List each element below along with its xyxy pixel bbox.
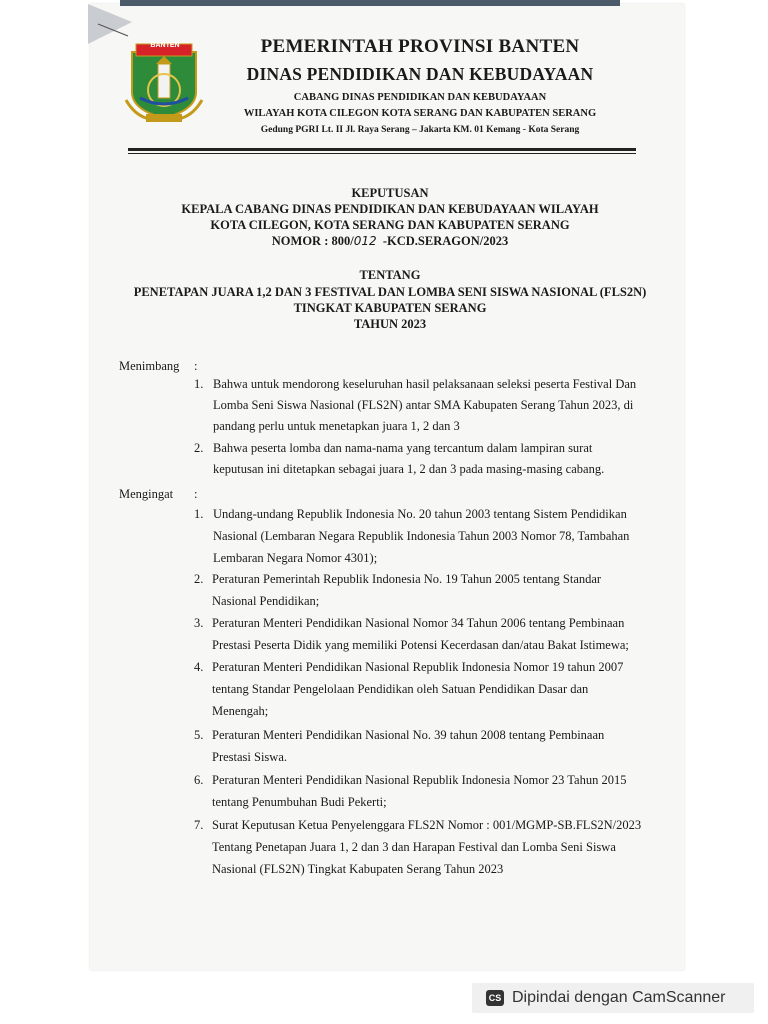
mengingat-5-line-1: Peraturan Menteri Pendidikan Nasional No. 39 tahun 2008 tentang Pembinaan <box>212 728 605 742</box>
menimbang-1-line-2: Lomba Seni Siswa Nasional (FLS2N) antar SMA Kabupaten Serang Tahun 2023, di <box>213 398 634 412</box>
menimbang-1-line-1: Bahwa untuk mendorong keseluruhan hasil pelaksanaan seleksi peserta Festival Dan <box>213 377 637 391</box>
mengingat-6-line-1: Peraturan Menteri Pendidikan Nasional Republik Indonesia Nomor 23 Tahun 2015 <box>212 773 627 787</box>
decree-line2: KOTA CILEGON, KOTA SERANG DAN KABUPATEN SERANG <box>210 218 570 232</box>
letterhead-line1: PEMERINTAH PROVINSI BANTEN <box>260 36 580 57</box>
mengingat-7-line-3: Nasional (FLS2N) Tingkat Kabupaten Serang Tahun 2023 <box>212 862 504 876</box>
letterhead-rule-thin <box>128 153 636 154</box>
mengingat-num-3: 3. <box>194 616 204 630</box>
folded-corner <box>88 4 132 44</box>
mengingat-5-line-2: Prestasi Siswa. <box>212 750 287 764</box>
mengingat-num-5: 5. <box>194 728 204 742</box>
mengingat-3-line-1: Peraturan Menteri Pendidikan Nasional Nomor 34 Tahun 2006 tentang Pembinaan <box>212 616 625 630</box>
subject-line1: PENETAPAN JUARA 1,2 DAN 3 FESTIVAL DAN LOMBA SENI SISWA NASIONAL (FLS2N) <box>133 285 647 299</box>
mengingat-2-line-1: Peraturan Pemerintah Republik Indonesia No. 19 Tahun 2005 tentang Standar <box>212 572 602 586</box>
mengingat-4-line-2: tentang Standar Pengelolaan Pendidikan oleh Satuan Pendidikan Dasar dan <box>212 682 589 696</box>
scan-edge-strip <box>120 0 620 6</box>
banten-logo <box>124 40 204 124</box>
mengingat-4-line-1: Peraturan Menteri Pendidikan Nasional Republik Indonesia Nomor 19 tahun 2007 <box>212 660 624 674</box>
mengingat-num-7: 7. <box>194 818 204 832</box>
decree-title: KEPUTUSAN <box>351 186 429 200</box>
mengingat-1-line-2: Nasional (Lembaran Negara Republik Indonesia Tahun 2003 Nomor 78, Tambahan <box>213 529 630 543</box>
subject-title: TENTANG <box>359 268 421 282</box>
letterhead-address: Gedung PGRI Lt. II Jl. Raya Serang – Jakarta KM. 01 Kemang - Kota Serang <box>260 125 580 135</box>
menimbang-num-2: 2. <box>194 441 204 455</box>
camscanner-icon: CS <box>486 990 504 1006</box>
mengingat-6-line-2: tentang Penumbuhan Budi Pekerti; <box>212 795 387 809</box>
menimbang-num-1: 1. <box>194 377 204 391</box>
nomor-suffix: -KCD.SERAGON/2023 <box>382 234 509 248</box>
mengingat-num-6: 6. <box>194 773 204 787</box>
decree-line1: KEPALA CABANG DINAS PENDIDIKAN DAN KEBUDAYAAN WILAYAH <box>181 202 599 216</box>
mengingat-num-2: 2. <box>194 572 204 586</box>
mengingat-3-line-2: Prestasi Peserta Didik yang memiliki Potensi Kecerdasan dan/atau Bakat Istimewa; <box>212 638 629 652</box>
nomor-prefix: NOMOR : 800/ <box>271 234 354 248</box>
letterhead-line4: WILAYAH KOTA CILEGON KOTA SERANG DAN KABUPATEN SERANG <box>243 108 597 119</box>
mengingat-7-line-2: Tentang Penetapan Juara 1, 2 dan 3 dan Harapan Festival dan Lomba Seni Siswa <box>212 840 616 854</box>
subject-line2: TINGKAT KABUPATEN SERANG <box>293 301 487 315</box>
camscanner-badge <box>472 983 754 1013</box>
mengingat-1-line-1: Undang-undang Republik Indonesia No. 20 tahun 2003 tentang Sistem Pendidikan <box>213 507 627 521</box>
mengingat-num-1: 1. <box>194 507 204 521</box>
letterhead-line3: CABANG DINAS PENDIDIKAN DAN KEBUDAYAAN <box>293 92 547 103</box>
menimbang-2-line-1: Bahwa peserta lomba dan nama-nama yang tercantum dalam lampiran surat <box>213 441 593 455</box>
logo-caption: BANTEN <box>150 42 180 49</box>
nomor-handwritten: 012 <box>353 234 377 248</box>
menimbang-colon: : <box>194 359 198 373</box>
mengingat-4-line-3: Menengah; <box>212 704 269 718</box>
decree-number <box>100 234 680 249</box>
mengingat-2-line-2: Nasional Pendidikan; <box>212 594 320 608</box>
letterhead-line2: DINAS PENDIDIKAN DAN KEBUDAYAAN <box>246 64 594 84</box>
subject-line3: TAHUN 2023 <box>353 317 427 331</box>
menimbang-1-line-3: pandang perlu untuk menetapkan juara 1, 2 dan 3 <box>213 419 460 433</box>
menimbang-2-line-2: keputusan ini ditetapkan sebagai juara 1, 2 dan 3 pada masing-masing cabang. <box>213 462 605 476</box>
letterhead-rule-thick <box>128 148 636 151</box>
mengingat-1-line-3: Lembaran Negara Nomor 4301); <box>213 551 378 565</box>
camscanner-text: Dipindai dengan CamScanner <box>512 989 726 1006</box>
mengingat-label: Mengingat <box>119 487 174 501</box>
menimbang-label: Menimbang <box>119 359 180 373</box>
mengingat-7-line-1: Surat Keputusan Ketua Penyelenggara FLS2N Nomor : 001/MGMP-SB.FLS2N/2023 <box>212 818 642 832</box>
mengingat-colon: : <box>194 487 198 501</box>
mengingat-num-4: 4. <box>194 660 204 674</box>
